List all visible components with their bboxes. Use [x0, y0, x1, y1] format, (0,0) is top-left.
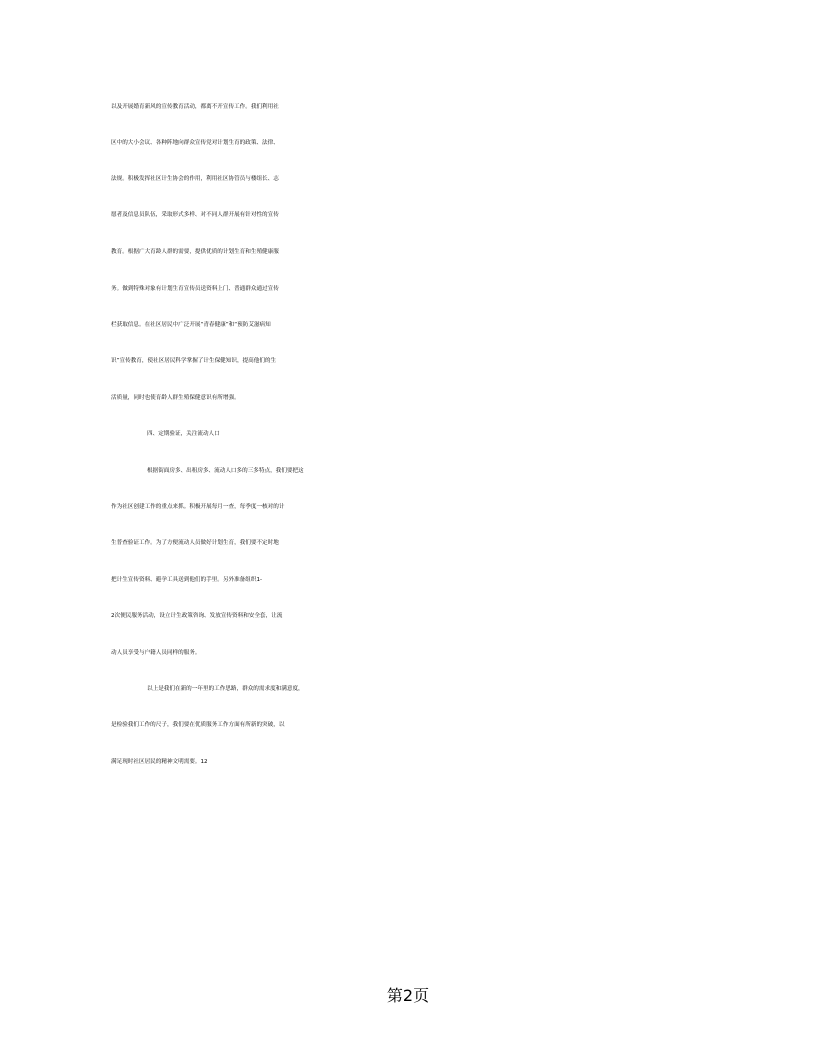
- paragraph-line: 愿者及信息员队伍，采取形式多样、对不同人群开展有针对性的宣传: [111, 212, 279, 218]
- paragraph-line: 生普查验证工作。为了方便流动人员做好计划生育，我们要不定时地: [111, 540, 279, 546]
- paragraph-line: 务。做到特殊对象有计划生育宣传员送资料上门、普通群众通过宣传: [111, 286, 279, 292]
- page-number: 第2页: [386, 986, 430, 1005]
- paragraph-line: 教育。根据广大育龄人群的需要，提供优质的计划生育和生殖健康服: [111, 249, 279, 255]
- paragraph-line: 根据街面房多、出租房多、流动人口多的三多特点，我们要把这: [147, 468, 304, 474]
- paragraph-line: 识”宣传教育，使社区居民科学掌握了计生保健知识，提高他们的生: [111, 358, 277, 364]
- paragraph-line: 2次便民服务活动，设立计生政策咨询、发放宣传资料和安全套，让流: [111, 613, 283, 619]
- paragraph-line: 是检验我们工作的尺子，我们要在优质服务工作方面有所新的突破，以: [111, 722, 285, 728]
- paragraph-line: 动人员享受与户籍人员同样的服务。: [111, 650, 201, 656]
- paragraph-line: 作为社区创建工作的重点来抓。积极开展每月一查，每季度一核对的计: [111, 504, 285, 510]
- paragraph-line: 区中的大小会议、各种阵地向群众宣传党对计划生育的政策、法律、: [111, 140, 279, 146]
- paragraph-line: 栏获取信息。在社区居民中广泛开展“青春健康”和“预防艾滋病知: [111, 322, 271, 328]
- paragraph-line: 以及开展婚育新风的宣传教育活动，都离不开宣传工作。我们利用社: [111, 104, 279, 110]
- paragraph-line: 以上是我们在新的一年里的工作思路，群众的需求度和满意度，: [147, 686, 304, 692]
- paragraph-line: 法规。积极发挥社区计生协会的作用，利用社区协管员与楼组长、志: [111, 176, 279, 182]
- paragraph-line: 满足现时社区居民的精神文明需要。12: [111, 759, 208, 765]
- section-heading: 四、定期验证，关注流动人口: [147, 431, 220, 437]
- paragraph-line: 活质量，同时也使育龄人群生殖保健意识有所增强。: [111, 395, 240, 401]
- paragraph-line: 把计生宣传资料、避孕工具送到他们的手里。另外准备组织1-: [111, 577, 263, 583]
